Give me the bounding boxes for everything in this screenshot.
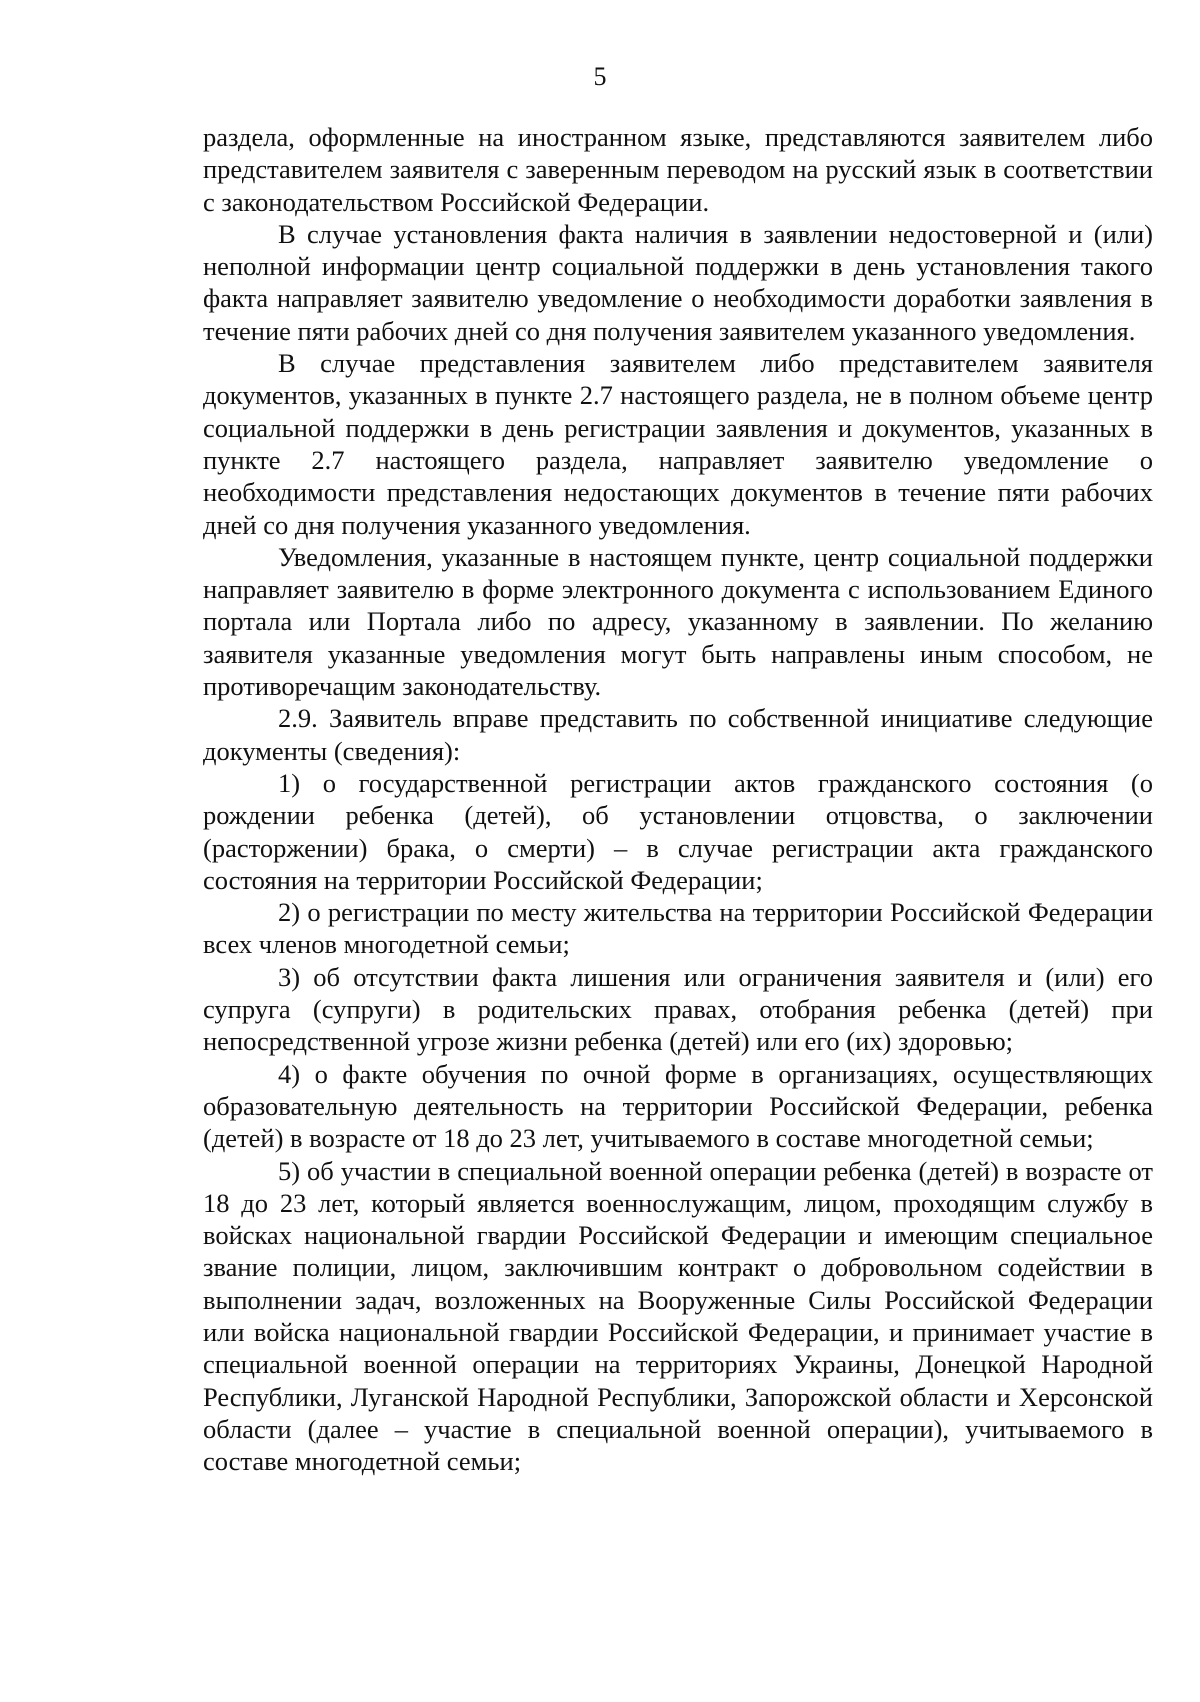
paragraph-continuation: раздела, оформленные на иностранном языке, представляются заявителем либо представителем заявителя с заверенным переводом на русский язык в соответствии с законодательством Российской Федерации. xyxy=(203,122,1153,217)
list-item-3: 3) об отсутствии факта лишения или ограничения заявителя и (или) его супруга (супруги) в родительских правах, отобрания ребенка (детей) при непосредственной угрозе жизни ребенка (детей) или его (их) здоровью; xyxy=(203,961,1153,1057)
paragraph-clause-2-9: 2.9. Заявитель вправе представить по собственной инициативе следующие документы (сведения): xyxy=(203,703,1153,766)
paragraph-incomplete-documents: В случае представления заявителем либо представителем заявителя документов, указанных в пункте 2.7 настоящего раздела, не в полном объеме центр социальной поддержки в день регистрации заявления и документов, указанных в пункте 2.7 настоящего раздела, направляет заявителю уведомление о необходимости представления недостающих документов в течение пяти рабочих дней со дня получения указанного уведомления. xyxy=(203,348,1153,540)
paragraph-notifications: Уведомления, указанные в настоящем пункте, центр социальной поддержки направляет заявителю в форме электронного документа с использованием Единого портала или Портала либо по адресу, указанному в заявлении. По желанию заявителя указанные уведомления могут быть направлены иным способом, не противоречащим законодательству. xyxy=(203,541,1153,702)
list-item-4: 4) о факте обучения по очной форме в организациях, осуществляющих образовательную деятельность на территории Российской Федерации, ребенка (детей) в возрасте от 18 до 23 лет, учитываемого в составе многодетной семьи; xyxy=(203,1058,1153,1154)
document-body xyxy=(203,121,1153,1477)
page-number: 5 xyxy=(593,62,607,91)
list-item-1: 1) о государственной регистрации актов гражданского состояния (о рождении ребенка (детей), об установлении отцовства, о заключении (расторжении) брака, о смерти) – в случае регистрации акта гражданского состояния на территории Российской Федерации; xyxy=(203,767,1153,895)
list-item-5: 5) об участии в специальной военной операции ребенка (детей) в возрасте от 18 до 23 лет, который является военнослужащим, лицом, проходящим службу в войсках национальной гвардии Российской Федерации и имеющим специальное звание полиции, лицом, заключившим контракт о добровольном содействии в выполнении задач, возложенных на Вооруженные Силы Российской Федерации или войска национальной гвардии Российской Федерации, и принимает участие в специальной военной операции на территориях Украины, Донецкой Народной Республики, Луганской Народной Республики, Запорожской области и Херсонской области (далее – участие в специальной военной операции), учитываемого в составе многодетной семьи; xyxy=(203,1155,1153,1477)
paragraph-incomplete-info: В случае установления факта наличия в заявлении недостоверной и (или) неполной информации центр социальной поддержки в день установления такого факта направляет заявителю уведомление о необходимости доработки заявления в течение пяти рабочих дней со дня получения заявителем указанного уведомления. xyxy=(203,218,1153,346)
list-item-2: 2) о регистрации по месту жительства на территории Российской Федерации всех членов многодетной семьи; xyxy=(203,897,1153,960)
